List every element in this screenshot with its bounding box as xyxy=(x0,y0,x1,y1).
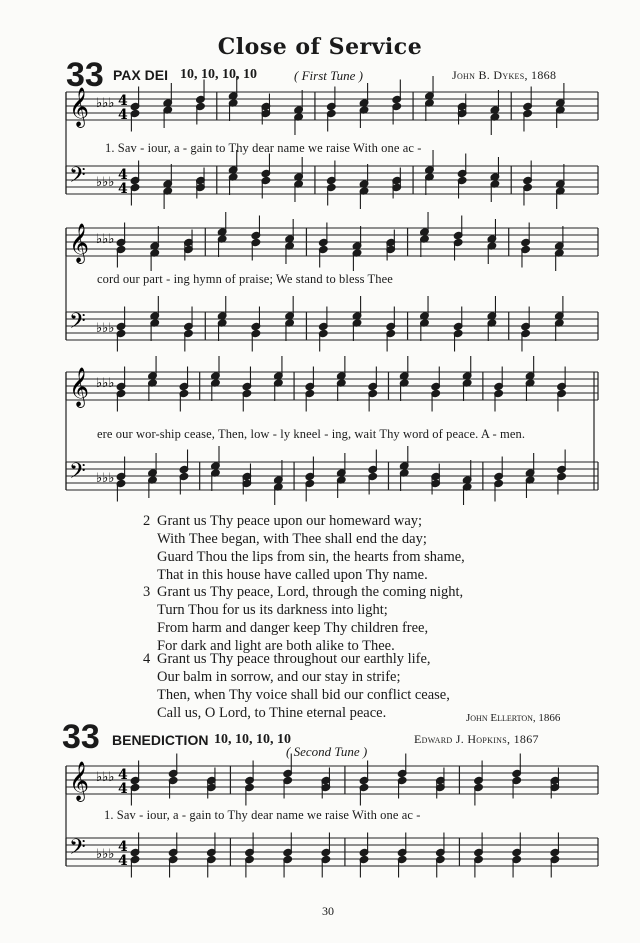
stanza-line: Turn Thou for us its darkness into light; xyxy=(157,602,388,618)
stanza-line: That in this house have called upon Thy name. xyxy=(157,567,428,583)
hymn-number-second: 33 xyxy=(62,718,100,756)
stanza-2 xyxy=(143,512,465,584)
time-signature-icon: 4 xyxy=(118,839,128,855)
stanza-line: Then, when Thy voice shall bid our conflict cease, xyxy=(157,687,450,703)
key-signature-icon: ♭♭♭ xyxy=(96,96,115,111)
stanza-4 xyxy=(143,650,450,722)
hymn-number: 33 xyxy=(66,56,104,94)
bass-clef-icon: 𝄢 xyxy=(69,163,86,193)
lyric-line-2: cord our part - ing hymn of praise; We stand to bless Thee xyxy=(97,272,393,286)
key-signature-icon: ♭♭♭ xyxy=(96,847,115,862)
stanza-number: 2 xyxy=(143,513,151,529)
bass-clef-icon: 𝄢 xyxy=(69,459,86,489)
time-signature-icon: 4 xyxy=(118,93,128,109)
treble-clef-icon: 𝄞 xyxy=(69,367,90,407)
lyric-line-second: 1. Sav - iour, a - gain to Thy dear name we raise With one ac - xyxy=(104,808,421,822)
time-signature-icon: 4 xyxy=(118,853,128,869)
treble-clef-icon: 𝄞 xyxy=(69,87,90,127)
key-signature-icon: ♭♭♭ xyxy=(96,321,115,336)
time-signature-icon: 4 xyxy=(118,181,128,197)
stanza-3 xyxy=(143,583,463,655)
meter: 10, 10, 10, 10 xyxy=(180,67,257,82)
key-signature-icon: ♭♭♭ xyxy=(96,471,115,486)
time-signature-icon: 4 xyxy=(118,167,128,183)
stanza-line: Grant us Thy peace throughout our earthly life, xyxy=(157,651,431,667)
key-signature-icon: ♭♭♭ xyxy=(96,770,115,785)
stanza-line: For dark and light are both alike to Thee. xyxy=(157,638,395,654)
time-signature-icon: 4 xyxy=(118,781,128,797)
lyric-line-1: 1. Sav - iour, a - gain to Thy dear name we raise With one ac - xyxy=(105,141,422,155)
page-number: 30 xyxy=(322,904,334,918)
meter-second: 10, 10, 10, 10 xyxy=(214,732,291,747)
key-signature-icon: ♭♭♭ xyxy=(96,232,115,247)
tune-name: PAX DEI xyxy=(113,67,168,83)
stanza-number: 3 xyxy=(143,584,151,600)
composer-second: Edward J. Hopkins, 1867 xyxy=(414,732,539,746)
bass-clef-icon: 𝄢 xyxy=(69,835,86,865)
stanza-line: Guard Thou the lips from sin, the hearts from shame, xyxy=(157,549,465,565)
treble-clef-icon: 𝄞 xyxy=(69,761,90,801)
tune-name-second: BENEDICTION xyxy=(112,732,209,748)
time-signature-icon: 4 xyxy=(118,767,128,783)
key-signature-icon: ♭♭♭ xyxy=(96,175,115,190)
composer: John B. Dykes, 1868 xyxy=(452,68,557,82)
stanza-number: 4 xyxy=(143,651,151,667)
stanza-line: Our balm in sorrow, and our stay in strife; xyxy=(157,669,401,685)
text-author: John Ellerton, 1866 xyxy=(466,712,561,724)
stanza-line: With Thee began, with Thee shall end the day; xyxy=(157,531,427,547)
stanza-line: Call us, O Lord, to Thine eternal peace. xyxy=(157,705,387,721)
tune-note-second: ( Second Tune ) xyxy=(286,744,368,759)
bass-clef-icon: 𝄢 xyxy=(69,309,86,339)
page-title: Close of Service xyxy=(217,34,423,60)
treble-clef-icon: 𝄞 xyxy=(69,223,90,263)
stanza-line: From harm and danger keep Thy children free, xyxy=(157,620,429,636)
lyric-line-3: ere our wor-ship cease, Then, low - ly kneel - ing, wait Thy word of peace. A - men. xyxy=(97,427,526,441)
time-signature-icon: 4 xyxy=(118,107,128,123)
stanza-line: Grant us Thy peace, Lord, through the coming night, xyxy=(157,584,464,600)
stanza-line: Grant us Thy peace upon our homeward way; xyxy=(157,513,423,529)
key-signature-icon: ♭♭♭ xyxy=(96,376,115,391)
tune-note: ( First Tune ) xyxy=(294,68,363,83)
